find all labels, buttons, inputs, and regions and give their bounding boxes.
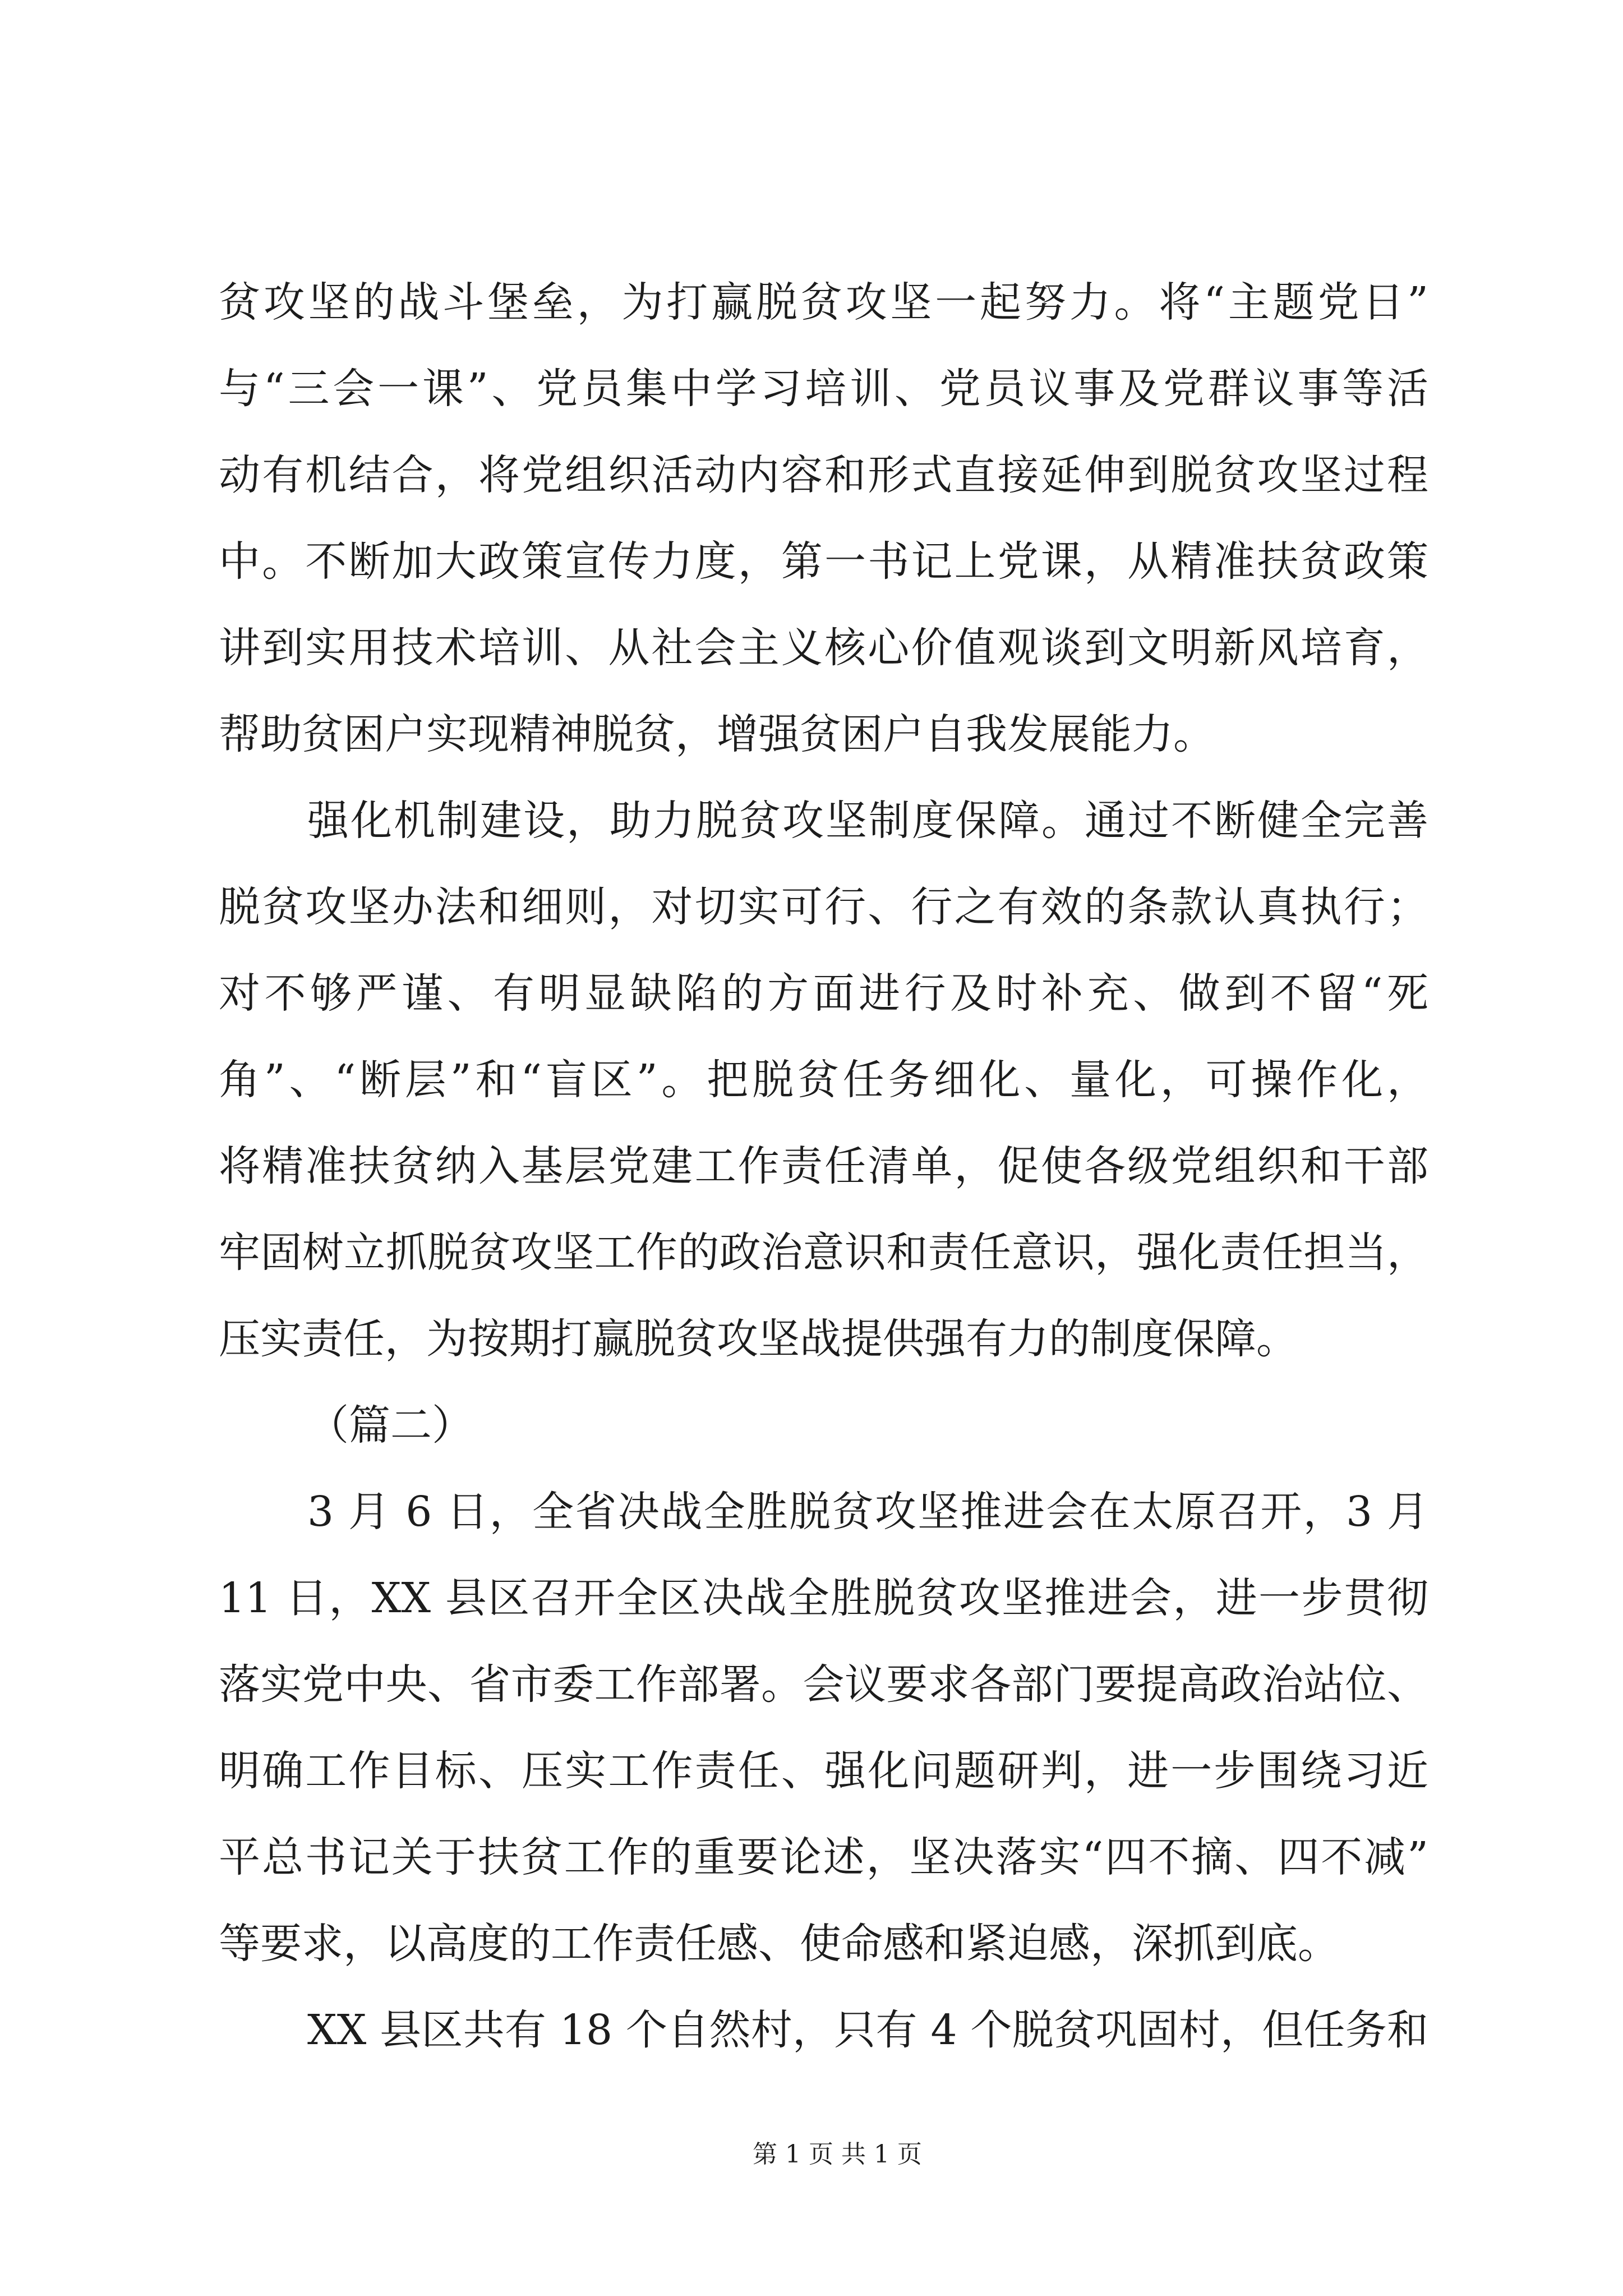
page-footer: 第 1 页 共 1 页 [753, 2140, 922, 2169]
document-body [219, 259, 1428, 2073]
body-line: 动有机结合，将党组织活动内容和形式直接延伸到脱贫攻坚过程 [219, 451, 1428, 499]
body-line: 脱贫攻坚办法和细则，对切实可行、行之有效的条款认真执行； [219, 883, 1428, 931]
body-line: 讲到实用技术培训、从社会主义核心价值观谈到文明新风培育， [219, 624, 1428, 672]
body-line: 强化机制建设，助力脱贫攻坚制度保障。通过不断健全完善 [307, 797, 1428, 845]
body-line: 3 月 6 日，全省决战全胜脱贫攻坚推进会在太原召开，3 月 [307, 1488, 1428, 1536]
body-line: 11 日，XX 县区召开全区决战全胜脱贫攻坚推进会，进一步贯彻 [219, 1574, 1428, 1622]
body-line: 压实责任，为按期打赢脱贫攻坚战提供强有力的制度保障。 [219, 1315, 1298, 1363]
body-line: 角”、“断层”和“盲区”。把脱贫任务细化、量化，可操作化， [219, 1056, 1428, 1104]
section-heading: （篇二） [307, 1401, 473, 1450]
body-line: 落实党中央、省市委工作部署。会议要求各部门要提高政治站位、 [219, 1660, 1428, 1709]
body-line: XX 县区共有 18 个自然村，只有 4 个脱贫巩固村，但任务和 [307, 2006, 1428, 2054]
body-line: 帮助贫困户实现精神脱贫，增强贫困户自我发展能力。 [219, 710, 1215, 758]
body-line: 贫攻坚的战斗堡垒，为打赢脱贫攻坚一起努力。将“主题党日” [219, 278, 1428, 326]
body-line: 将精准扶贫纳入基层党建工作责任清单，促使各级党组织和干部 [219, 1142, 1428, 1190]
body-line: 平总书记关于扶贫工作的重要论述，坚决落实“四不摘、四不减” [219, 1833, 1428, 1881]
body-line: 牢固树立抓脱贫攻坚工作的政治意识和责任意识，强化责任担当， [219, 1228, 1428, 1277]
body-line: 与“三会一课”、党员集中学习培训、党员议事及党群议事等活 [219, 365, 1428, 413]
body-line: 等要求，以高度的工作责任感、使命感和紧迫感，深抓到底。 [219, 1920, 1339, 1968]
body-line: 明确工作目标、压实工作责任、强化问题研判，进一步围绕习近 [219, 1747, 1428, 1795]
body-line: 中。不断加大政策宣传力度，第一书记上党课，从精准扶贫政策 [219, 537, 1428, 586]
body-line: 对不够严谨、有明显缺陷的方面进行及时补充、做到不留“死 [219, 969, 1428, 1018]
